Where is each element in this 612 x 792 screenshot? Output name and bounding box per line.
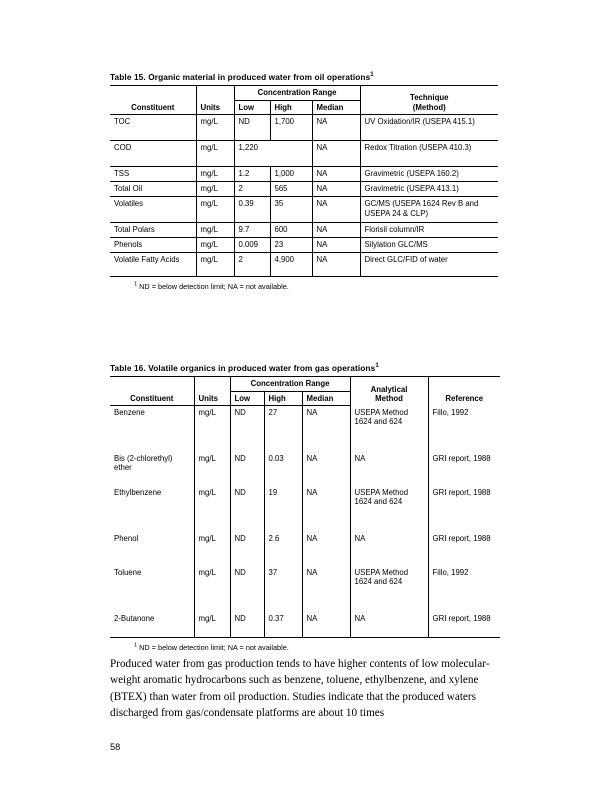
table-15-header-row-1 [110, 86, 498, 101]
table-16-footnote-marker: 1 [134, 642, 138, 649]
table-15-header-high: High [270, 100, 312, 115]
table-15-header-median: Median [312, 100, 360, 115]
cell-range-merged: 1,220 [234, 141, 312, 167]
cell-low: 1.2 [234, 167, 270, 182]
cell-low: 0.39 [234, 197, 270, 223]
cell-low: ND [230, 486, 264, 532]
cell-low: ND [230, 406, 264, 452]
cell-high: 19 [264, 486, 302, 532]
table-16-footnote [134, 643, 502, 652]
table-row [110, 197, 498, 223]
cell-constituent: TSS [110, 167, 196, 182]
cell-method: USEPA Method 1624 and 624 [350, 406, 428, 452]
cell-units: mg/L [194, 406, 230, 452]
cell-low: 9.7 [234, 223, 270, 238]
table-16-head [110, 377, 500, 406]
table-15-caption-footnote-marker: 1 [370, 72, 374, 79]
cell-high: 1,700 [270, 115, 312, 141]
cell-median: NA [302, 406, 350, 452]
table-15-block [110, 72, 498, 291]
cell-median: NA [312, 223, 360, 238]
table-15-caption [110, 72, 498, 82]
table-15-header-technique [360, 86, 498, 115]
cell-units: mg/L [196, 253, 234, 277]
cell-technique: Redox Titration (USEPA 410.3) [360, 141, 498, 167]
table-row [110, 141, 498, 167]
table-15-head [110, 86, 498, 115]
table-15-header-technique-line2: (Method) [412, 102, 446, 112]
cell-constituent: Total Polars [110, 223, 196, 238]
cell-low: ND [230, 452, 264, 486]
table-row [110, 182, 498, 197]
table-15 [110, 85, 498, 277]
cell-units: mg/L [194, 452, 230, 486]
cell-median: NA [312, 167, 360, 182]
table-15-header-technique-line1: Technique [410, 93, 449, 102]
cell-units: mg/L [194, 486, 230, 532]
cell-low: ND [230, 612, 264, 638]
cell-high: 27 [264, 406, 302, 452]
table-16-header-constituent: Constituent [110, 391, 194, 406]
cell-low: 0.009 [234, 238, 270, 253]
cell-units: mg/L [196, 182, 234, 197]
table-16-footnote-text: ND = below detection limit; NA = not available. [139, 643, 289, 652]
cell-median: NA [312, 141, 360, 167]
cell-median: NA [312, 238, 360, 253]
cell-units: mg/L [196, 238, 234, 253]
cell-constituent: Phenols [110, 238, 196, 253]
cell-median: NA [312, 182, 360, 197]
cell-technique: Florisil column/IR [360, 223, 498, 238]
table-15-header-blank-units [196, 86, 234, 101]
cell-constituent: COD [110, 141, 196, 167]
cell-technique: Gravimetric (USEPA 160.2) [360, 167, 498, 182]
table-row [110, 167, 498, 182]
cell-reference: GRI report, 1988 [428, 452, 500, 486]
cell-low: ND [230, 566, 264, 612]
cell-low: ND [234, 115, 270, 141]
cell-units: mg/L [196, 197, 234, 223]
body-paragraph: Produced water from gas production tends to have higher contents of low molecular-weight aromatic hydrocarbons such as benzene, toluene, ethylbenzene, and xylene (BTEX) than water from oil production. Studies indicate that the produced waters discharged from gas/condensate platforms are about 10 times [110, 658, 490, 720]
cell-constituent: Ethylbenzene [114, 487, 162, 497]
cell-median: NA [302, 452, 350, 486]
table-16-caption-footnote-marker: 1 [375, 363, 379, 370]
table-row [110, 532, 500, 566]
table-15-footnote [134, 282, 498, 291]
table-15-caption-text: Table 15. Organic material in produced water from oil operations [110, 72, 371, 82]
cell-high: 0.37 [264, 612, 302, 638]
cell-median: NA [302, 566, 350, 612]
cell-method: USEPA Method 1624 and 624 [350, 566, 428, 612]
cell-reference: GRI report, 1988 [428, 486, 500, 532]
table-15-header-concentration-range: Concentration Range [234, 86, 360, 101]
cell-high: 2.6 [264, 532, 302, 566]
cell-median: NA [312, 115, 360, 141]
table-16 [110, 376, 500, 638]
table-16-header-units: Units [194, 391, 230, 406]
table-16-header-low: Low [230, 391, 264, 406]
table-15-body [110, 115, 498, 277]
cell-high: 37 [264, 566, 302, 612]
table-15-footnote-marker: 1 [134, 281, 138, 288]
table-row [110, 612, 500, 638]
cell-units: mg/L [194, 532, 230, 566]
table-16-header-blank-units [194, 377, 230, 392]
cell-median: NA [312, 253, 360, 277]
cell-reference: Fillo, 1992 [428, 406, 500, 452]
table-row [110, 238, 498, 253]
table-15-header-blank-constituent [110, 86, 196, 101]
table-16-header-blank-constituent [110, 377, 194, 392]
cell-high: 35 [270, 197, 312, 223]
table-16-header-concentration-range: Concentration Range [230, 377, 350, 392]
cell-method: NA [350, 612, 428, 638]
cell-high: 565 [270, 182, 312, 197]
cell-units: mg/L [196, 115, 234, 141]
cell-low: ND [230, 532, 264, 566]
table-16-block [110, 363, 502, 652]
cell-constituent: 2-Butanone [110, 612, 194, 638]
table-16-header-reference: Reference [428, 377, 500, 406]
table-16-caption-text: Table 16. Volatile organics in produced water from gas operations [110, 363, 376, 373]
cell-units: mg/L [196, 141, 234, 167]
cell-constituent: Total Oil [110, 182, 196, 197]
table-row [110, 452, 500, 486]
cell-units: mg/L [196, 167, 234, 182]
table-15-header-units: Units [196, 100, 234, 115]
table-16-header-median: Median [302, 391, 350, 406]
table-15-footnote-text: ND = below detection limit; NA = not available. [139, 282, 289, 291]
table-16-header-method-line1: Analytical [370, 384, 408, 394]
table-16-header-row-1 [110, 377, 500, 392]
cell-constituent: Bis (2-chlorethyl) ether [114, 453, 173, 472]
table-16-caption [110, 363, 502, 373]
cell-constituent: Volatile Fatty Acids [110, 253, 196, 277]
cell-technique: Silylation GLC/MS [360, 238, 498, 253]
table-15-header-constituent: Constituent [110, 100, 196, 115]
table-row [110, 115, 498, 141]
cell-median: NA [302, 532, 350, 566]
table-row [110, 486, 500, 532]
cell-median: NA [302, 612, 350, 638]
cell-technique: Direct GLC/FID of water [360, 253, 498, 277]
table-15-header-low: Low [234, 100, 270, 115]
cell-median: NA [302, 486, 350, 532]
cell-method: USEPA Method 1624 and 624 [350, 486, 428, 532]
cell-technique: Gravimetric (USEPA 413.1) [360, 182, 498, 197]
cell-reference: GRI report, 1988 [428, 532, 500, 566]
cell-high: 0.03 [264, 452, 302, 486]
cell-low: 2 [234, 182, 270, 197]
cell-median: NA [312, 197, 360, 223]
cell-units: mg/L [194, 612, 230, 638]
cell-low: 2 [234, 253, 270, 277]
table-row [110, 406, 500, 452]
cell-high: 1,000 [270, 167, 312, 182]
table-row [110, 566, 500, 612]
cell-constituent: Phenol [114, 533, 139, 543]
cell-constituent: Benzene [114, 408, 145, 417]
cell-technique: UV Oxidation/IR (USEPA 415.1) [360, 115, 498, 141]
table-16-body [110, 406, 500, 638]
table-row [110, 223, 498, 238]
table-16-header-analytical-method [350, 377, 428, 406]
cell-technique: GC/MS (USEPA 1624 Rev B and USEPA 24 & CLP) [360, 197, 498, 223]
cell-reference: Fillo, 1992 [428, 566, 500, 612]
cell-high: 600 [270, 223, 312, 238]
cell-reference: GRI report, 1988 [428, 612, 500, 638]
page-number: 58 [110, 742, 121, 752]
table-16-header-method-line2: Method [375, 394, 403, 403]
cell-high: 23 [270, 238, 312, 253]
cell-constituent: Volatiles [110, 197, 196, 223]
cell-units: mg/L [194, 566, 230, 612]
cell-method: NA [350, 452, 428, 486]
cell-units: mg/L [196, 223, 234, 238]
cell-constituent: TOC [110, 115, 196, 141]
cell-constituent: Toluene [114, 567, 142, 577]
table-16-header-high: High [264, 391, 302, 406]
cell-method: NA [350, 532, 428, 566]
cell-high: 4,900 [270, 253, 312, 277]
table-row [110, 253, 498, 277]
